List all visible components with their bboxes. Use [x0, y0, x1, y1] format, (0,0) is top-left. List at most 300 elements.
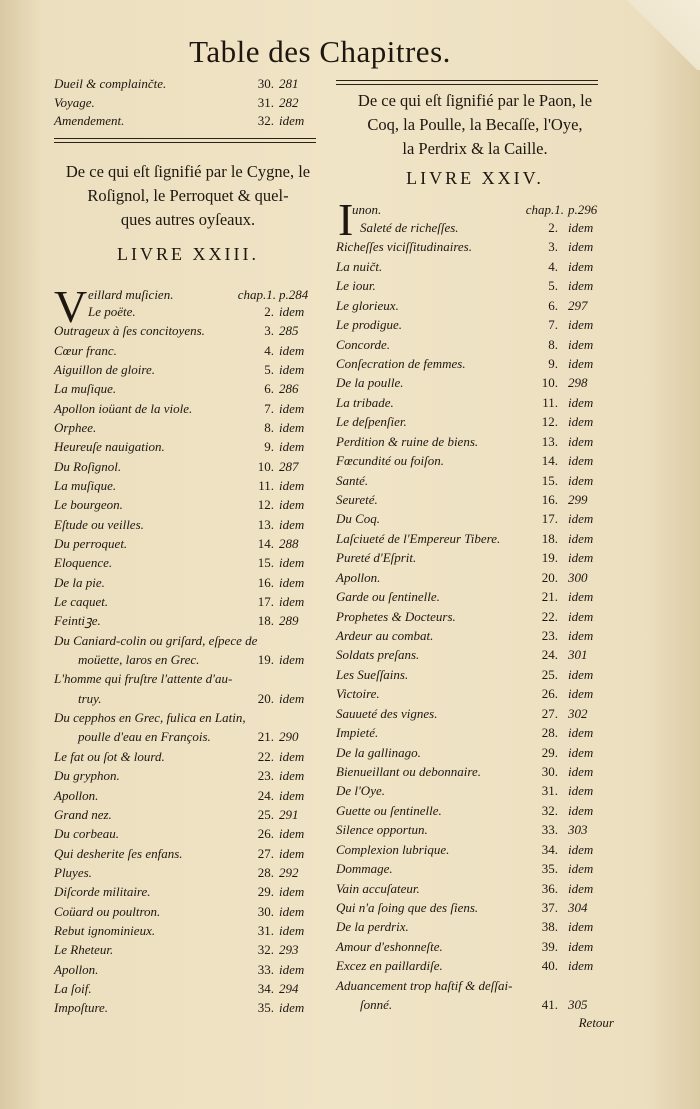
chapter-number: 31.	[257, 922, 274, 938]
entry-title: Du perroquet.	[54, 536, 128, 552]
entry-title: De la pie.	[54, 574, 105, 590]
table-row	[54, 747, 322, 766]
chapter-number: 31.	[257, 94, 274, 110]
entry-title: Rebut ignominieux.	[54, 922, 156, 938]
table-row	[54, 766, 322, 785]
page-number: idem	[279, 304, 305, 319]
chapter-number: 26.	[541, 686, 558, 702]
table-row	[54, 341, 322, 360]
entry-title: Le Rheteur.	[54, 942, 114, 958]
section-heading-line: De ce qui eſt ſignifié par le Cygne, le	[65, 162, 311, 181]
table-row	[336, 354, 614, 373]
page-number: 299	[568, 492, 588, 508]
page-number: idem	[279, 516, 305, 532]
entry-title: Bienueillant ou debonnaire.	[336, 764, 482, 780]
chapter-number: 18.	[257, 613, 274, 629]
chapter-number: 6.	[548, 297, 558, 313]
entry-title: Sauueté des vignes.	[336, 705, 438, 721]
page-number: idem	[279, 884, 305, 900]
page-number: 289	[279, 613, 299, 629]
chapter-number: 34.	[257, 980, 274, 996]
chapter-number: 17.	[541, 511, 558, 527]
table-row	[336, 451, 614, 470]
table-row	[54, 573, 322, 592]
catchword: Retour	[578, 1015, 614, 1030]
page-number: 288	[279, 536, 299, 552]
entry-title: Victoire.	[336, 686, 380, 702]
chapter-number: 32.	[257, 942, 274, 958]
chapter-number: 21.	[257, 729, 274, 745]
entry-title: ſonné.	[360, 997, 393, 1013]
entry-title: Impoſture.	[54, 1000, 109, 1016]
chapter-number: 35.	[541, 861, 558, 877]
entry-title: Guette ou ſentinelle.	[336, 802, 442, 818]
entry-title: La muſique.	[54, 478, 117, 494]
chapter-number: 23.	[541, 628, 558, 644]
entry-title: Eſtude ou veilles.	[54, 516, 144, 532]
chapter-number: 21.	[541, 589, 558, 605]
page-number: 282	[279, 94, 299, 110]
table-row	[54, 902, 322, 921]
page-number: idem	[568, 764, 594, 780]
table-row	[54, 960, 322, 979]
chapter-number: 28.	[541, 725, 558, 741]
chapter-number: 13.	[257, 516, 274, 532]
page-number: idem	[279, 903, 305, 919]
table-row	[54, 437, 322, 456]
page-number: 281	[279, 76, 299, 91]
entry-title: Dueil & complainčte.	[54, 76, 167, 91]
table-row	[54, 302, 322, 321]
table-row	[54, 93, 322, 112]
table-row	[54, 592, 322, 611]
entry-title: Aduancement trop haſtif & deſſai-	[336, 977, 513, 993]
entry-title: Fœcundité ou foiſon.	[336, 453, 444, 469]
chapter-number: 3.	[548, 239, 558, 255]
section-heading-xxiii	[54, 160, 322, 232]
chapter-number: 30.	[257, 903, 274, 919]
chapter-number: 32.	[257, 113, 274, 128]
page-number: idem	[568, 453, 594, 469]
entry-title: Du Coq.	[336, 511, 381, 527]
entry-title: Du corbeau.	[54, 826, 119, 842]
chapter-number: 41.	[541, 997, 558, 1013]
entry-title: Pureté d'Eſprit.	[336, 550, 417, 566]
table-row	[54, 882, 322, 901]
entry-title: Conſecration de femmes.	[336, 356, 466, 371]
chapter-number: 33.	[541, 822, 558, 838]
page-number: idem	[568, 589, 594, 605]
entry-title: Le prodigue.	[336, 317, 402, 333]
page-number: idem	[279, 652, 305, 668]
entry-title: La ſoif.	[54, 980, 92, 996]
table-row	[54, 998, 322, 1017]
entry-title: Du Caniard-colin ou griſard, eſpece de	[54, 632, 258, 648]
chapter-number: 19.	[257, 652, 274, 668]
entry-title: La muſique.	[54, 381, 117, 397]
page-number: idem	[568, 666, 594, 682]
entry-title: De la poulle.	[336, 375, 404, 391]
table-row	[336, 587, 614, 606]
chapter-number: 3.	[264, 323, 274, 339]
entry-title: Aiguillon de gloire.	[54, 362, 155, 378]
page-number: idem	[279, 748, 305, 764]
chapter-number: 18.	[541, 530, 558, 546]
entry-title: Le deſpenſier.	[336, 414, 407, 430]
section-heading-line: ques autres oyſeaux.	[120, 210, 256, 229]
chapter-number: 30.	[541, 764, 558, 780]
page-number: 291	[279, 806, 299, 822]
table-row	[336, 548, 614, 567]
page-number: idem	[279, 961, 305, 977]
section-rule	[336, 84, 598, 85]
table-row	[54, 74, 322, 93]
entry-title: poulle d'eau en François.	[78, 729, 211, 745]
chapter-number: 22.	[541, 608, 558, 624]
chapter-number: 17.	[257, 594, 274, 610]
table-row	[336, 568, 614, 587]
table-row	[336, 529, 614, 548]
chapter-number: 32.	[541, 802, 558, 818]
table-row	[54, 863, 322, 882]
entry-title: Ardeur au combat.	[336, 628, 434, 644]
chapter-number: 8.	[548, 336, 558, 352]
page-number: 293	[279, 942, 299, 958]
entry-title: unon.	[352, 202, 382, 217]
table-row	[336, 820, 614, 839]
table-row	[54, 476, 322, 495]
page-number: idem	[279, 574, 305, 590]
table-row	[336, 237, 614, 256]
chapter-number: 6.	[264, 381, 274, 397]
page-number: idem	[568, 220, 594, 235]
page-number: idem	[568, 938, 594, 954]
chapter-number: 15.	[541, 472, 558, 488]
chapter-number: 33.	[257, 961, 274, 977]
table-row	[54, 379, 322, 398]
table-row	[54, 399, 322, 418]
entry-title: Santé.	[336, 472, 369, 488]
page-number: idem	[568, 278, 594, 294]
page-number: idem	[568, 861, 594, 877]
table-row	[336, 956, 614, 975]
table-row	[336, 917, 614, 936]
entry-title: Pluyes.	[54, 864, 92, 880]
page-number: p.284	[279, 287, 309, 302]
entry-title: La nuičt.	[336, 258, 383, 274]
chapter-number: 40.	[541, 958, 558, 974]
entry-title: Laſciueté de l'Empereur Tibere.	[336, 530, 501, 546]
table-row	[336, 276, 614, 295]
chapter-number: 12.	[257, 497, 274, 513]
page-number: 298	[568, 375, 588, 391]
chapter-number: 14.	[541, 453, 558, 469]
table-row	[336, 723, 614, 742]
entry-title: Heureuſe nauigation.	[54, 439, 165, 455]
entry-title: Amendement.	[54, 113, 125, 128]
table-row	[336, 509, 614, 528]
chapter-number: 8.	[264, 420, 274, 436]
chapter-number: 31.	[541, 783, 558, 799]
table-row	[336, 898, 614, 917]
table-row	[54, 457, 322, 476]
table-row	[336, 490, 614, 509]
table-row	[54, 650, 322, 669]
entry-title: Prophetes & Docteurs.	[336, 608, 456, 624]
chapter-number: chap.1.	[237, 287, 276, 302]
table-row-header	[336, 200, 614, 219]
page-number: idem	[568, 919, 594, 935]
chapter-number: 4.	[264, 342, 274, 358]
entry-title: Richeſſes viciſſitudinaires.	[336, 239, 472, 255]
section-heading-line: la Perdrix & la Caille.	[402, 139, 548, 158]
table-row	[54, 111, 322, 130]
section-rule	[336, 80, 598, 81]
table-row	[54, 708, 322, 727]
table-row	[54, 553, 322, 572]
livre-heading-xxiv: LIVRE XXIV.	[406, 168, 544, 188]
entry-title: Apollon.	[54, 961, 99, 977]
page-number: idem	[568, 239, 594, 255]
page-number: idem	[279, 113, 305, 128]
entry-title: Soldats preſans.	[336, 647, 420, 663]
table-row	[54, 786, 322, 805]
table-row	[54, 360, 322, 379]
table-row	[336, 296, 614, 315]
page-number: idem	[279, 555, 305, 571]
page-number: idem	[568, 802, 594, 818]
page-number: idem	[568, 744, 594, 760]
table-row	[336, 257, 614, 276]
page-number: idem	[279, 420, 305, 436]
chapter-number: 5.	[264, 362, 274, 378]
entry-title: Eloquence.	[54, 555, 113, 571]
chapter-number: 9.	[264, 439, 274, 455]
entry-title: Impieté.	[336, 725, 379, 741]
chapter-number: 16.	[541, 492, 558, 508]
chapter-number: 11.	[258, 478, 274, 494]
chapter-number: 25.	[541, 666, 558, 682]
page-number: 305	[568, 997, 588, 1013]
entry-title: De la gallinago.	[336, 744, 421, 760]
chapter-number: 10.	[257, 458, 274, 474]
chapter-number: 24.	[541, 647, 558, 663]
entry-title: Feintiꝫe.	[54, 613, 101, 629]
entry-title: Complexion lubrique.	[336, 841, 450, 857]
entry-title: truy.	[78, 690, 102, 706]
chapter-number: 7.	[264, 400, 274, 416]
table-row	[54, 805, 322, 824]
section-heading-line: Roſignol, le Perroquet & quel-	[87, 186, 289, 205]
entry-title: Diſcorde militaire.	[54, 884, 151, 900]
table-row	[336, 995, 614, 1014]
drop-cap: V	[54, 281, 88, 332]
entry-title: Concorde.	[336, 336, 391, 352]
entry-title: Du Roſignol.	[54, 458, 122, 474]
table-row	[336, 471, 614, 490]
page-number: 302	[568, 705, 588, 721]
page-number: idem	[279, 690, 305, 706]
entry-title: Saleté de richeſſes.	[360, 220, 459, 235]
chapter-number: 16.	[257, 574, 274, 590]
entry-title: Le bourgeon.	[54, 497, 123, 513]
table-row	[54, 727, 322, 746]
table-row	[54, 979, 322, 998]
chapter-number: 9.	[548, 356, 558, 371]
chapter-number: 36.	[541, 880, 558, 896]
entry-title: Les Sueſſains.	[336, 666, 409, 682]
page-number: idem	[568, 725, 594, 741]
page-number: idem	[279, 342, 305, 358]
page-number: idem	[568, 958, 594, 974]
page-number: idem	[568, 317, 594, 333]
page-number: idem	[279, 362, 305, 378]
table-row	[54, 669, 322, 688]
entry-title: Du gryphon.	[54, 768, 120, 784]
page-number: idem	[568, 414, 594, 430]
page-number: idem	[568, 394, 594, 410]
entry-title: Qui n'a ſoing que des ſiens.	[336, 900, 479, 916]
chapter-number: 22.	[257, 748, 274, 764]
table-row	[336, 626, 614, 645]
chapter-number: 4.	[548, 258, 558, 274]
section-rule	[54, 142, 316, 143]
entry-title: Outrageux à ſes concitoyens.	[54, 323, 205, 339]
table-row	[336, 607, 614, 626]
page-number: idem	[568, 880, 594, 896]
table-row	[336, 665, 614, 684]
chapter-number: chap.1.	[525, 202, 564, 217]
table-row	[54, 515, 322, 534]
table-row	[336, 218, 614, 237]
chapter-number: 20.	[541, 569, 558, 585]
chapter-number: 15.	[257, 555, 274, 571]
page-number: idem	[568, 433, 594, 449]
page-number: idem	[279, 594, 305, 610]
table-row	[336, 781, 614, 800]
page-number: 297	[568, 297, 588, 313]
table-row	[336, 335, 614, 354]
entry-title: Orphee.	[54, 420, 97, 436]
table-row	[336, 704, 614, 723]
table-row	[54, 418, 322, 437]
page-number: idem	[279, 787, 305, 803]
entry-title: Garde ou ſentinelle.	[336, 589, 440, 605]
page-number: idem	[279, 1000, 305, 1016]
page-number: idem	[279, 478, 305, 494]
chapter-number: 20.	[257, 690, 274, 706]
livre-heading-xxiii: LIVRE XXIII.	[117, 244, 259, 264]
page-number: 292	[279, 864, 299, 880]
page-number: idem	[279, 768, 305, 784]
chapter-number: 19.	[541, 550, 558, 566]
chapter-number: 29.	[541, 744, 558, 760]
page-number: idem	[568, 686, 594, 702]
chapter-number: 7.	[548, 317, 558, 333]
chapter-number: 38.	[541, 919, 558, 935]
section-rule	[54, 138, 316, 139]
chapter-number: 37.	[541, 900, 558, 916]
table-row	[54, 611, 322, 630]
entry-title: Le fat ou ſot & lourd.	[54, 748, 165, 764]
entry-title: Du cepphos en Grec, fulica en Latin,	[54, 710, 246, 726]
drop-cap: I	[338, 194, 354, 245]
page-number: 286	[279, 381, 299, 397]
entry-title: Dommage.	[336, 861, 393, 877]
page-title: Table des Chapitres.	[189, 34, 451, 69]
page-number: 304	[568, 900, 588, 916]
chapter-number: 29.	[257, 884, 274, 900]
page-number: 287	[279, 458, 299, 474]
entry-title: De l'Oye.	[336, 783, 385, 799]
chapter-number: 10.	[541, 375, 558, 391]
entry-title: Excez en paillardiſe.	[336, 958, 443, 974]
section-heading-xxiv	[336, 89, 614, 161]
table-row	[336, 645, 614, 664]
chapter-number: 39.	[541, 938, 558, 954]
page-number: idem	[568, 356, 594, 371]
page-number: idem	[568, 608, 594, 624]
page-number: idem	[279, 826, 305, 842]
chapter-number: 11.	[542, 394, 558, 410]
entry-title: Le poëte.	[88, 304, 136, 319]
entry-title: Cœur franc.	[54, 342, 117, 358]
table-row	[336, 373, 614, 392]
table-row	[336, 801, 614, 820]
page-number: idem	[568, 472, 594, 488]
section-heading-line: Coq, la Poulle, la Becaſſe, l'Oye,	[367, 115, 583, 134]
page-number: idem	[279, 497, 305, 513]
entry-title: Le caquet.	[54, 594, 109, 610]
page-number: 300	[568, 569, 588, 585]
entry-title: La tribade.	[336, 394, 394, 410]
table-row	[336, 879, 614, 898]
page-number: idem	[568, 783, 594, 799]
entry-title: Le iour.	[336, 278, 376, 294]
table-row	[336, 412, 614, 431]
entry-title: Apollon.	[336, 569, 381, 585]
page-number: 303	[568, 822, 588, 838]
table-row	[336, 315, 614, 334]
chapter-number: 23.	[257, 768, 274, 784]
chapter-number: 25.	[257, 806, 274, 822]
chapter-number: 2.	[548, 220, 558, 235]
entry-title: Silence opportun.	[336, 822, 428, 838]
page-number: idem	[568, 841, 594, 857]
table-row	[54, 534, 322, 553]
table-row	[336, 976, 614, 995]
table-row	[336, 762, 614, 781]
page-number: idem	[568, 530, 594, 546]
entry-title: Grand nez.	[54, 806, 112, 822]
chapter-number: 12.	[541, 414, 558, 430]
chapter-number: 14.	[257, 536, 274, 552]
table-row	[336, 432, 614, 451]
page-number: idem	[568, 511, 594, 527]
page-number: idem	[279, 845, 305, 861]
entry-title: Amour d'eshonneſte.	[336, 938, 443, 954]
chapter-number: 27.	[257, 845, 274, 861]
page-number: idem	[568, 628, 594, 644]
table-row	[54, 921, 322, 940]
table-row	[54, 631, 322, 650]
table-row	[336, 937, 614, 956]
entry-title: L'homme qui fruſtre l'attente d'au-	[54, 671, 233, 687]
page-number: idem	[568, 550, 594, 566]
table-row	[336, 743, 614, 762]
chapter-number: 34.	[541, 841, 558, 857]
table-row	[54, 940, 322, 959]
